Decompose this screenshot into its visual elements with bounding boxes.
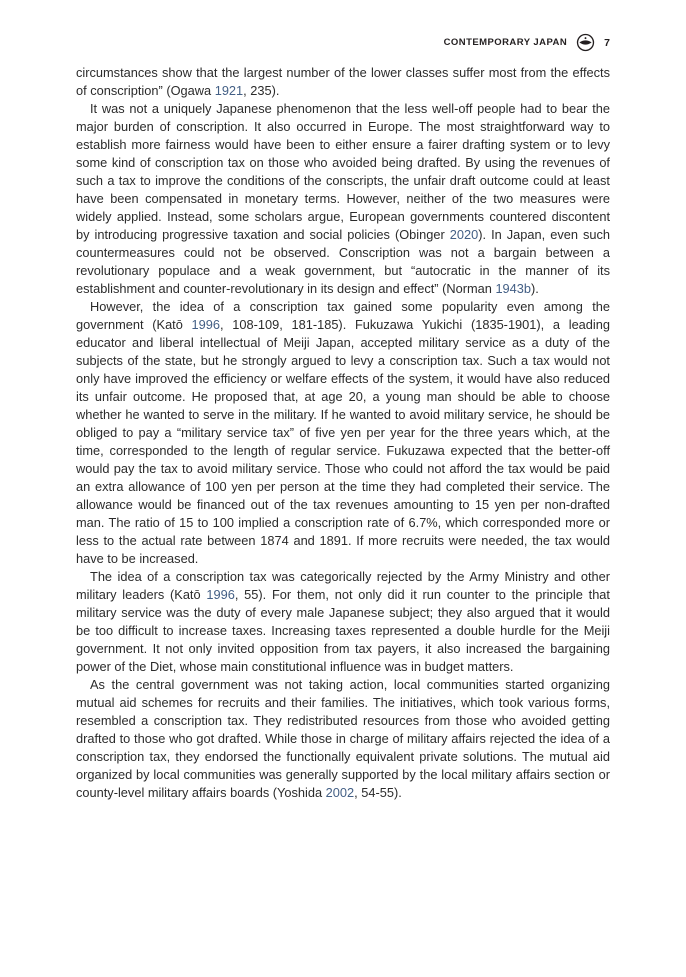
text-run: ). In Japan, even such countermeasures could not be observed. Conscription was not a bargain between a revolutionary populace and a weak government, but “autocratic in the manner of its establishment and counter-revolutionary in its design and effect” (Norman xyxy=(76,227,610,296)
text-run: As the central government was not taking action, local communities started organizing mutual aid schemes for recruits and their families. The initiatives, which took various forms, resembled a conscription tax. They redistributed resources from those who avoided getting drafted to those who got drafted. While those in charge of military affairs rejected the idea of a conscription tax, they endorsed the functionally equivalent private solutions. The mutual aid organized by local communities was generally supported by the local military affairs section or county-level military affairs boards (Yoshida xyxy=(76,677,610,800)
journal-title: CONTEMPORARY JAPAN xyxy=(443,37,568,48)
text-run: circumstances show that the largest number of the lower classes suffer most from the effects of conscription” (Ogawa xyxy=(76,65,610,98)
citation-link[interactable]: 1921 xyxy=(214,83,244,98)
text-run: , 235). xyxy=(243,83,280,98)
text-run: However, the idea of a conscription tax gained some popularity even among the government (Katō xyxy=(76,299,610,332)
article-body xyxy=(76,64,610,802)
text-run: ). xyxy=(531,281,539,296)
text-run: The idea of a conscription tax was categorically rejected by the Army Ministry and other military leaders (Katō xyxy=(76,569,610,602)
paragraph xyxy=(76,64,610,100)
paragraph xyxy=(76,676,610,802)
text-run: , 54-55). xyxy=(354,785,402,800)
text-run: , 108-109, 181-185). Fukuzawa Yukichi (1835-1901), a leading educator and liberal intellectual of Meiji Japan, accepted military service as a duty of the subjects of the state, but he strongly argued to levy a conscription tax. Such a tax would not only have improved the efficiency or welfare effects of the system, it would have also reduced its unfair outcome. He proposed that, at age 20, a young man should be able to choose whether he wanted to serve in the military. If he wanted to avoid military service, he should be obliged to pay a “military service tax” of five yen per year for the three years which, at the time, corresponded to the length of regular service. Fukuzawa expected that the better-off would pay the tax to avoid military service. Those who could not afford the tax would be paid an extra allowance of 100 yen per person at the time they had completed their service. The allowance would be financed out of the tax revenues amounting to 15 yen per non-drafted man. The ratio of 15 to 100 implied a conscription rate of 6.7%, which corresponded more or less to the actual rate between 1874 and 1891. If more recruits were needed, the tax would have to be increased. xyxy=(76,317,610,566)
citation-link[interactable]: 2020 xyxy=(449,227,479,242)
citation-link[interactable]: 1996 xyxy=(191,317,221,332)
text-run: , 55). For them, not only did it run counter to the principle that military service was the duty of every male Japanese subject; they also argued that it would be too difficult to increase taxes. Increasing taxes represented a double hurdle for the Meiji government. It not only invited opposition from tax payers, it also increased the bargaining power of the Diet, whose main constitutional influence was in budget matters. xyxy=(76,587,610,674)
citation-link[interactable]: 1996 xyxy=(206,587,235,602)
page-number: 7 xyxy=(604,36,610,49)
citation-link[interactable]: 1943b xyxy=(495,281,532,296)
text-run: It was not a uniquely Japanese phenomenon that the less well-off people had to bear the major burden of conscription. It also occurred in Europe. The most straightforward way to establish more fairness would have been to either ensure a fairer drafting system or to levy some kind of conscription tax on those who avoided being drafted. By using the revenues of such a tax to improve the conditions of the conscripts, the unfair draft outcome could at least have been compensated in monetary terms. However, neither of the two measures were widely applied. Instead, some scholars argue, European governments countered discontent by introducing progressive taxation and social policies (Obinger xyxy=(76,101,610,242)
running-header xyxy=(444,33,610,52)
journal-logo-icon xyxy=(576,33,595,52)
paragraph xyxy=(76,568,610,676)
paragraph xyxy=(76,100,610,298)
paragraph xyxy=(76,298,610,568)
citation-link[interactable]: 2002 xyxy=(325,785,355,800)
